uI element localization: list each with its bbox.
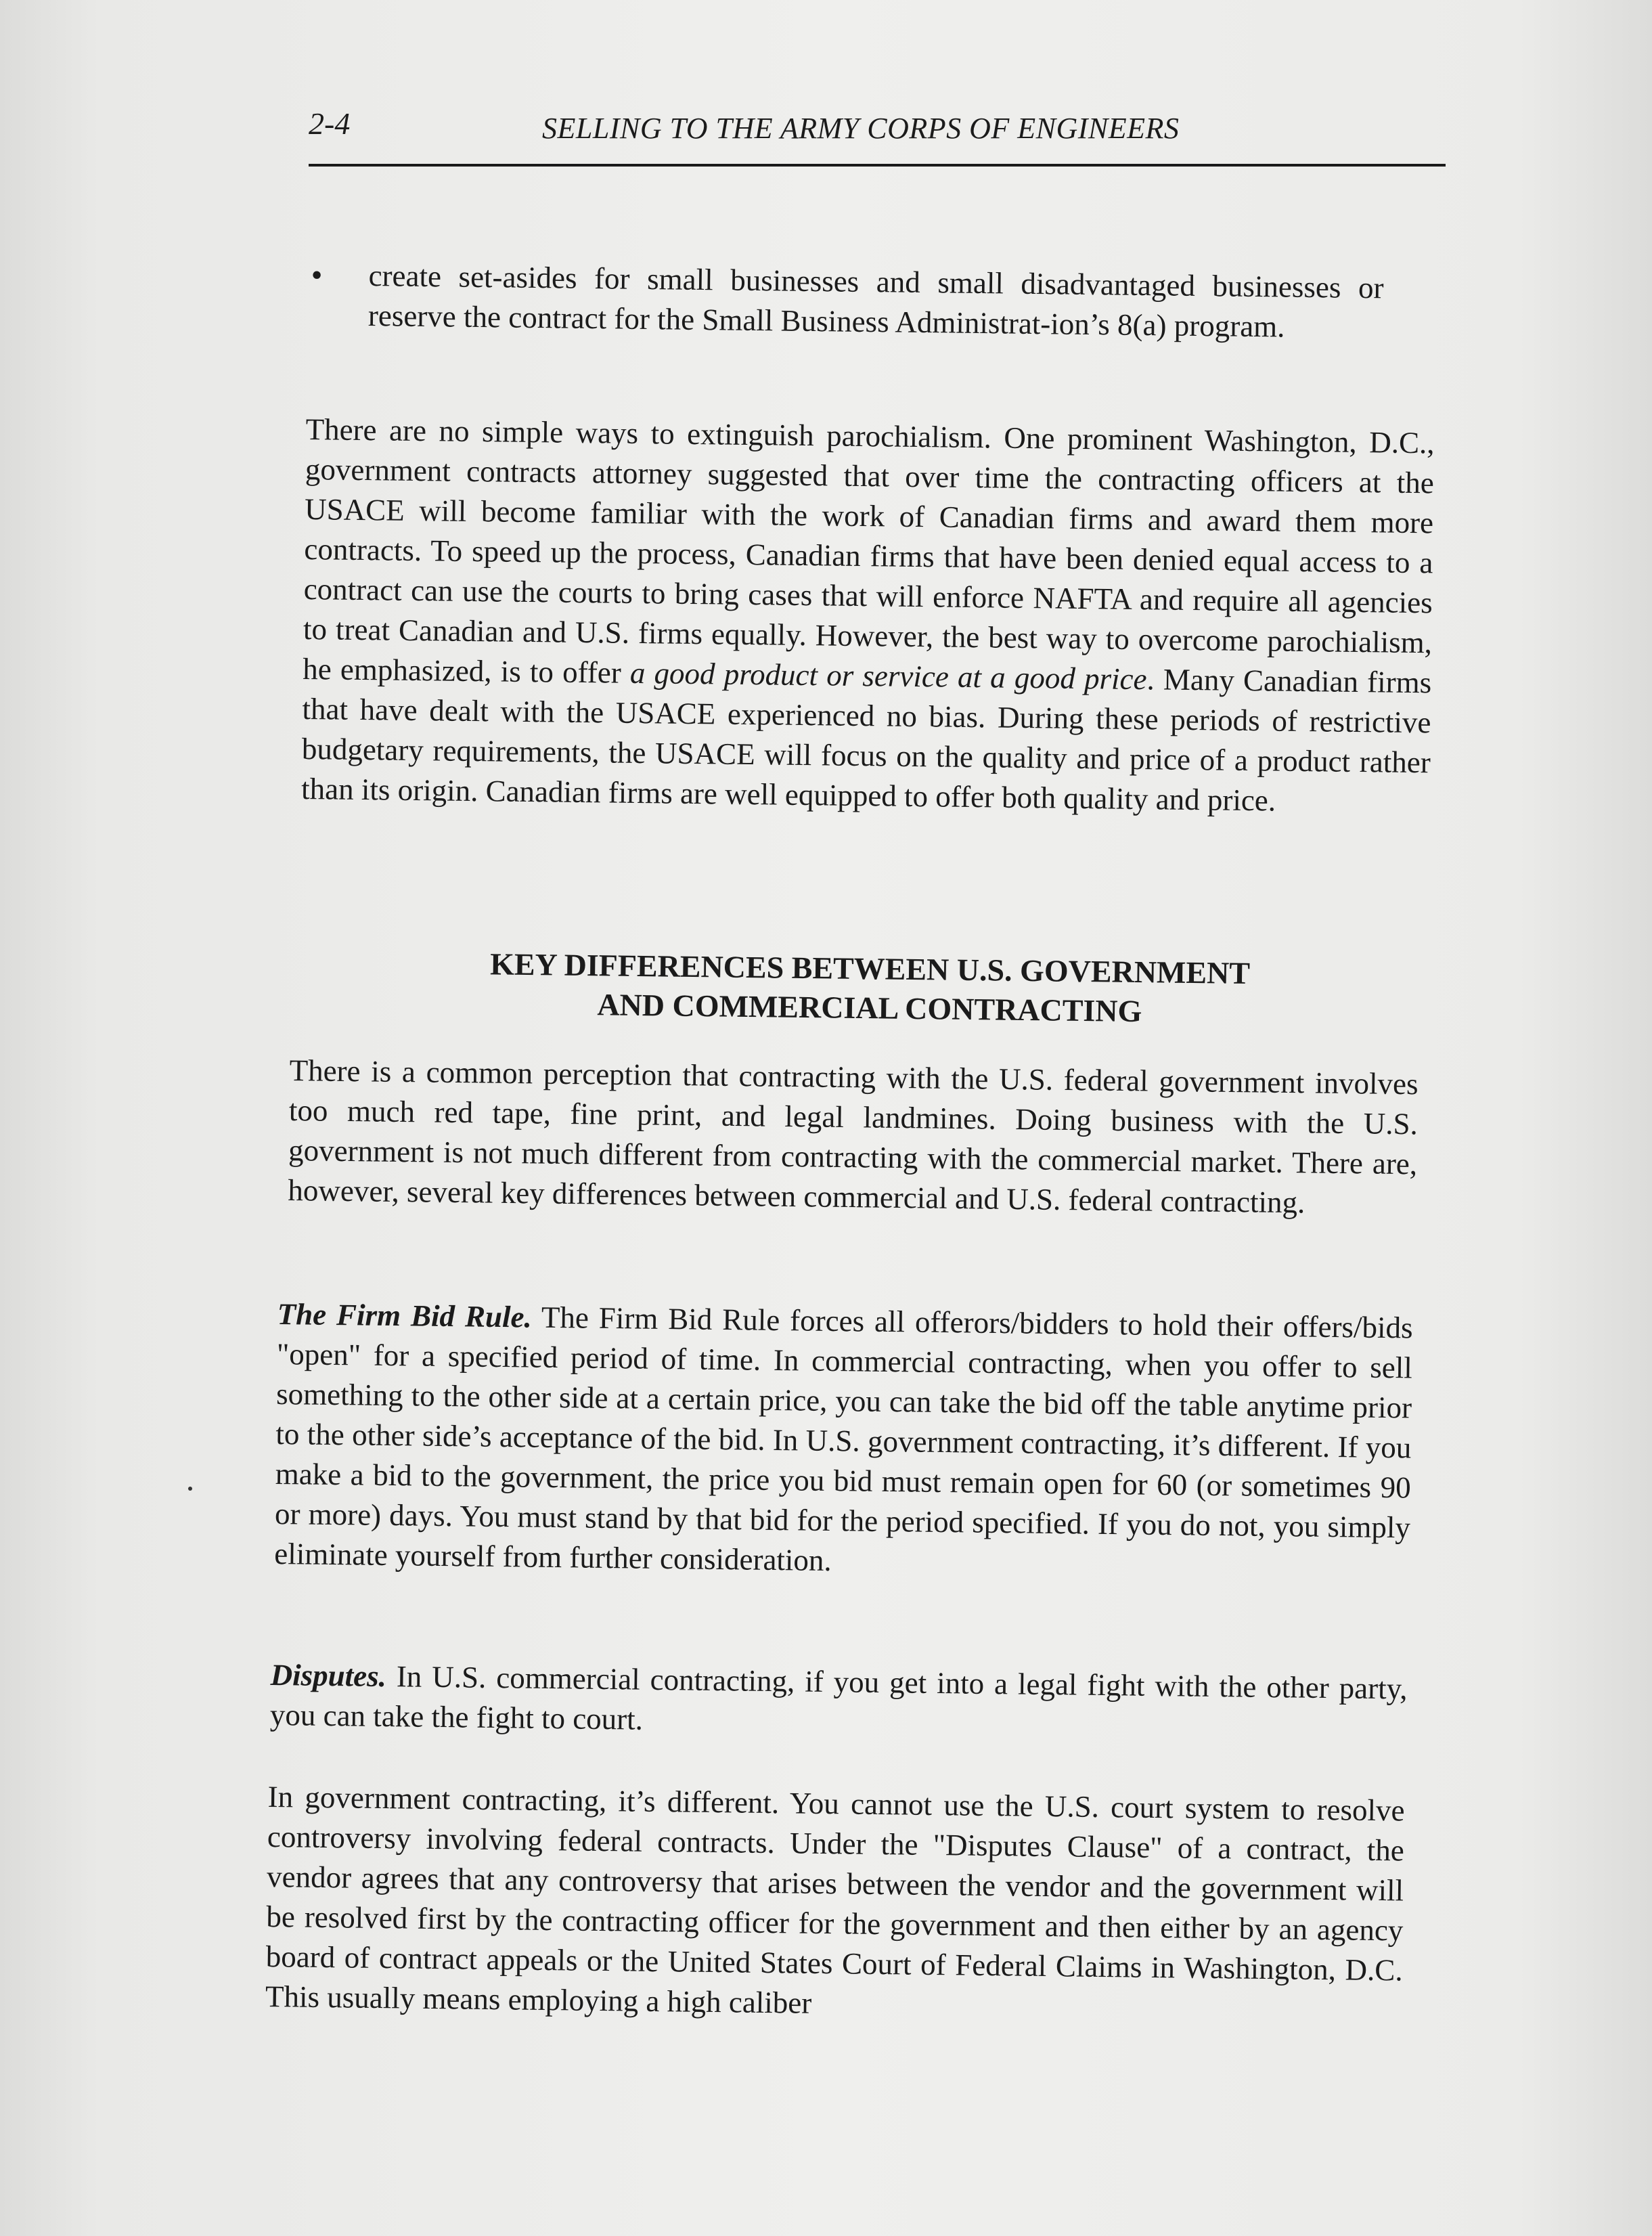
run-in-heading: The Firm Bid Rule. [277,1296,533,1334]
paragraph-disputes [270,1655,1408,1749]
scan-speck [188,1487,192,1491]
page-number: 2-4 [309,106,351,141]
paragraph-text: In U.S. commercial contracting, if you get into a legal fight with the other party, you can take the fight to court. [269,1659,1408,1736]
paragraph-government-contracting [265,1777,1405,2030]
paragraph-text: There are no simple ways to extinguish parochialism. One prominent Washington, D.C., government contracts attorney suggested that over time the contracting officers at the USACE will become familiar with the work of Canadian firms and award them more contracts. To speed up the process, Canadian firms that have been denied equal access to a contract can use the courts to bring cases that will enforce NAFTA and require all agencies to treat Canadian and U.S. firms equally. However, the best way to overcome parochialism, he emphasized, is to offer [303,412,1435,690]
section-heading-line-1: KEY DIFFERENCES BETWEEN U.S. GOVERNMENT [489,946,1251,991]
paragraph-text: There is a common perception that contracting with the U.S. federal government involves too much red tape, fine print, and legal landmines. Doing business with the U.S. government is not much different from contracting with the commercial market. There are, however, several key differences between commercial and U.S. federal contracting. [288,1053,1419,1220]
paragraph-text: The Firm Bid Rule forces all offerors/bidders to hold their offers/bids "open" for a specified period of time. In commercial contracting, when you offer to sell something to the other side at a certain price, you can take the bid off the table anytime prior to the other side’s acceptance of the bid. In U.S. government contracting, it’s different. If you make a bid to the government, the price you bid must remain open for 60 (or sometimes 90 or more) days. You must stand by that bid for the period specified. If you do not, you simply eliminate yourself from further consideration. [274,1300,1413,1578]
paragraph-text: . Many Canadian firms that have dealt with the USACE experienced no bias. During these periods of restrictive budgetary requirements, the USACE will focus on the quality and price of a product rather than its origin. Canadian firms are well equipped to offer both quality and price. [300,662,1432,818]
bullet-icon: • [311,257,323,294]
paragraph-text: In government contracting, it’s different. You cannot use the U.S. court system to resolve controversy involving federal contracts. Under the "Disputes Clause" of a contract, the vendor agrees that any controversy that arises between the vendor and the government will be resolved first by the contracting officer for the government and then either by an agency board of contract appeals or the United States Court of Federal Claims in Washington, D.C. This usually means employing a high caliber [265,1779,1405,2020]
emphasized-phrase: a good product or service at a good price [629,655,1147,697]
bullet-list-item [311,256,1384,348]
paragraph-parochialism [301,410,1435,823]
section-heading [305,942,1435,1034]
running-title: SELLING TO THE ARMY CORPS OF ENGINEERS [542,112,1180,145]
paragraph-common-perception [288,1051,1419,1224]
paragraph-firm-bid-rule [274,1294,1413,1587]
bullet-text: create set-asides for small businesses and small disadvantaged businesses or reserve the contract for the Small Business Administrat-ion’s 8(a) program. [367,258,1384,344]
section-heading-line-2: AND COMMERCIAL CONTRACTING [597,987,1142,1029]
run-in-heading: Disputes. [270,1657,387,1694]
